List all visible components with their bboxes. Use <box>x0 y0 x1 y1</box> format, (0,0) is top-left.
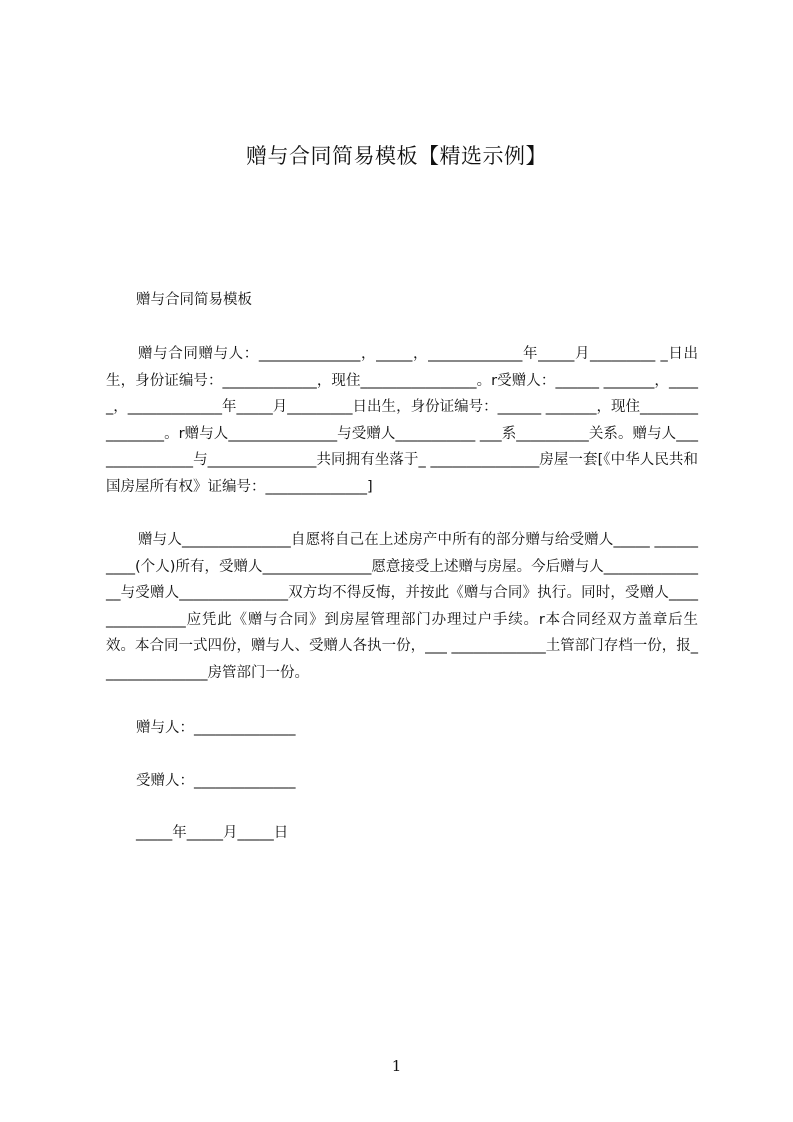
paragraph-terms: 赠与人_______________自愿将自己在上述房产中所有的部分赠与给受赠人_____ __________(个人)所有，受赠人_______________愿意接受上述赠与房屋。今后赠与人_______________与受赠人_______________双方均不得反悔，并按此《赠与合同》执行。同时，受赠人_______________应凭此《赠与合同》到房屋管理部门办理过户手续。r本合同经双方盖章后生效。本合同一式四份，赠与人、受赠人各执一份，___ _____________土管部门存档一份，报_______________房管部门一份。 <box>106 532 698 681</box>
donee-signature-line: 受赠人：______________ <box>136 773 296 789</box>
donor-signature-line: 赠与人：______________ <box>136 720 296 736</box>
document-subtitle: 赠与合同简易模板 <box>136 292 252 308</box>
page-number: 1 <box>391 1057 402 1075</box>
document-title: 赠与合同简易模板【精选示例】 <box>246 144 547 168</box>
paragraph-parties: 赠与合同赠与人：______________，_____，_____________年_____月_________ _日出生，身份证编号：_____________，现住________________。r受赠人：______ _______，_____，_____________年_____月_________日出生，身份证编号：______ _______，现住________________。r赠与人_______________与受赠人___________ ___系__________关系。赠与人_______________与_______________共同拥有坐落于_ _______________房屋一套[《中华人民共和国房屋所有权》证编号：______________] <box>106 346 698 495</box>
date-line: _____年_____月_____日 <box>136 825 289 841</box>
